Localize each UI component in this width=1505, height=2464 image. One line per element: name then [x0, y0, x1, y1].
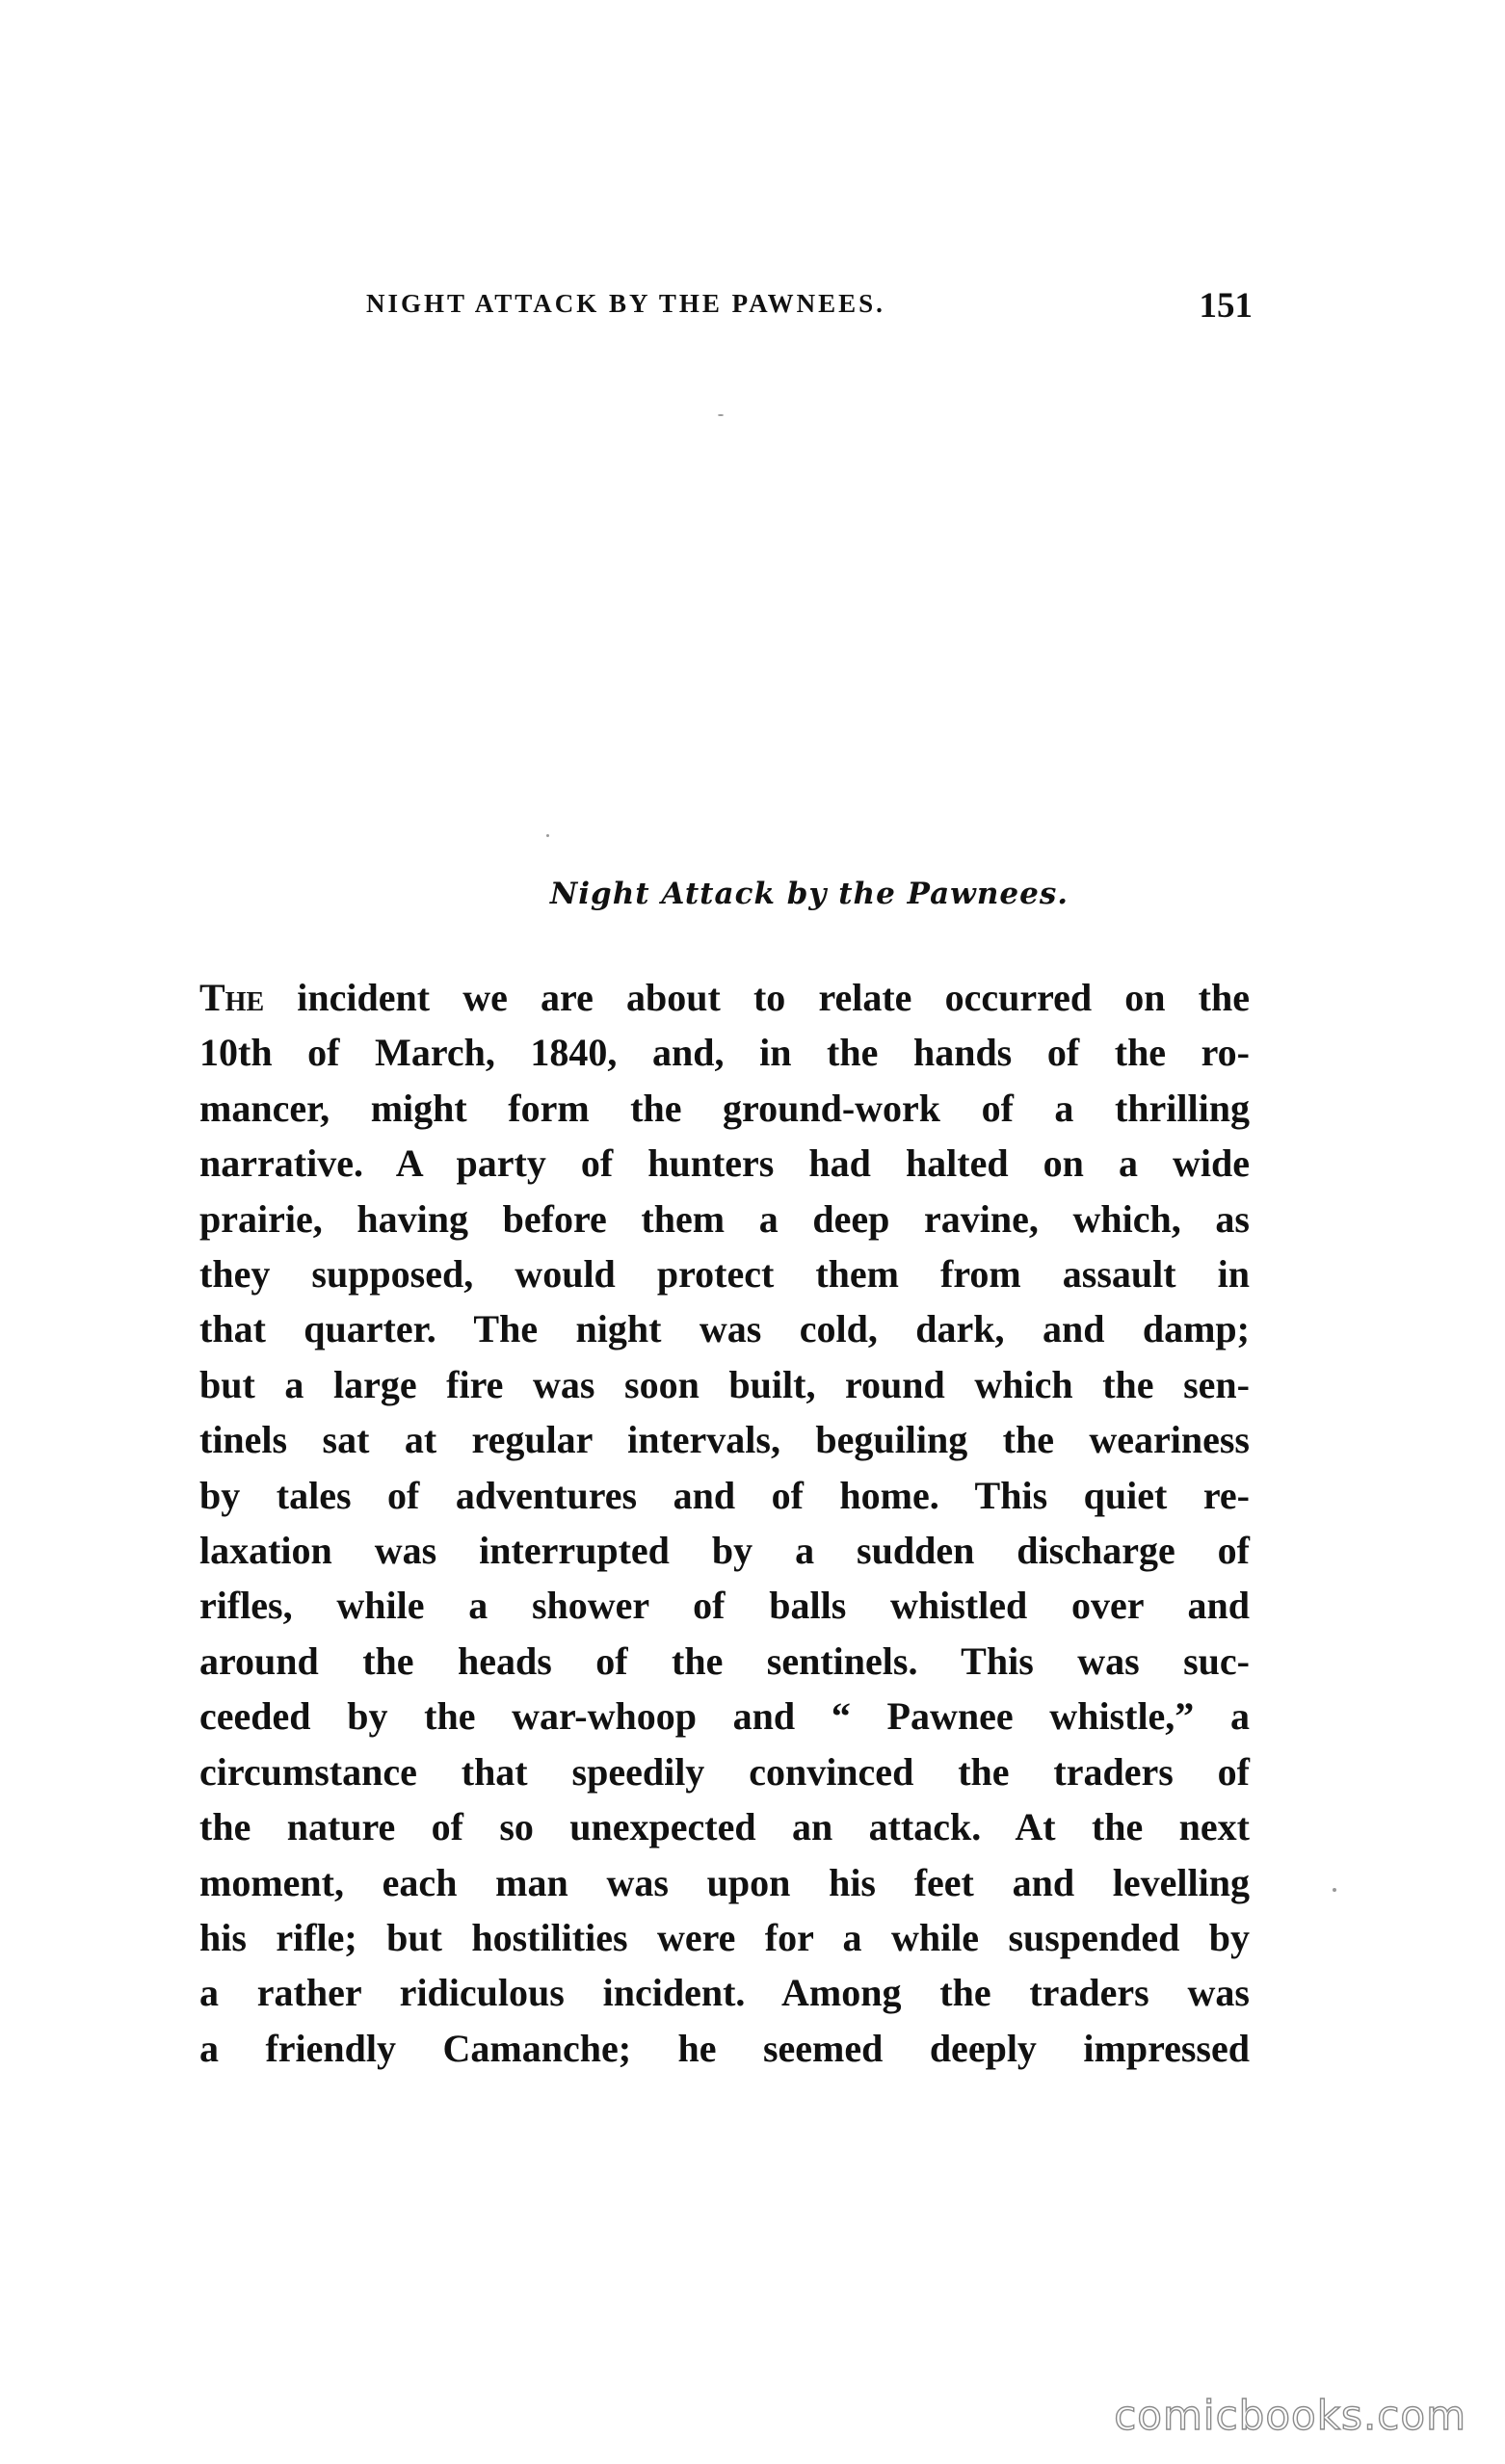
text-line: by tales of adventures and of home. This quiet re- — [199, 1473, 1250, 1517]
text-line: rifles, while a shower of balls whistled over and — [199, 1584, 1250, 1628]
watermark: comicbooks.com — [1114, 2392, 1466, 2439]
text-line: circumstance that speedily convinced the traders of — [199, 1749, 1250, 1794]
text-line: around the heads of the sentinels. This was suc- — [199, 1638, 1250, 1683]
opening-word: The — [199, 976, 265, 1019]
text-line: but a large fire was soon built, round which the sen- — [199, 1362, 1250, 1406]
text-line: a rather ridiculous incident. Among the traders was — [199, 1971, 1250, 2015]
text-line: they supposed, would protect them from assault in — [199, 1252, 1250, 1297]
print-speck — [1333, 1888, 1336, 1892]
text-line: moment, each man was upon his feet and levelling — [199, 1860, 1250, 1904]
text-line: laxation was interrupted by a sudden discharge of — [199, 1529, 1250, 1573]
text-line: tinels sat at regular intervals, beguiling the weariness — [199, 1418, 1250, 1462]
print-speck — [546, 834, 549, 837]
text-line: prairie, having before them a deep ravine, which, as — [199, 1196, 1250, 1241]
text-line: mancer, might form the ground-work of a thrilling — [199, 1086, 1250, 1130]
section-title: Night Attack by the Pawnees. — [549, 877, 1069, 911]
page-number: 151 — [1199, 286, 1253, 326]
running-head-title: NIGHT ATTACK BY THE PAWNEES. — [366, 289, 885, 318]
text-line: ceeded by the war-whoop and “ Pawnee whistle,” a — [199, 1694, 1250, 1739]
text-line: 10th of March, 1840, and, in the hands of the ro- — [199, 1031, 1250, 1075]
print-speck — [718, 414, 724, 416]
text-line: narrative. A party of hunters had halted on a wide — [199, 1141, 1250, 1186]
text-line: the nature of so unexpected an attack. At the next — [199, 1805, 1250, 1849]
text-line: The incident we are about to relate occurred on the — [199, 976, 1250, 1019]
body-text — [199, 970, 1250, 2076]
text-line: that quarter. The night was cold, dark, and damp; — [199, 1307, 1250, 1351]
text-line: his rifle; but hostilities were for a while suspended by — [199, 1915, 1250, 1959]
text-line: a friendly Camanche; he seemed deeply impressed — [199, 2026, 1250, 2070]
